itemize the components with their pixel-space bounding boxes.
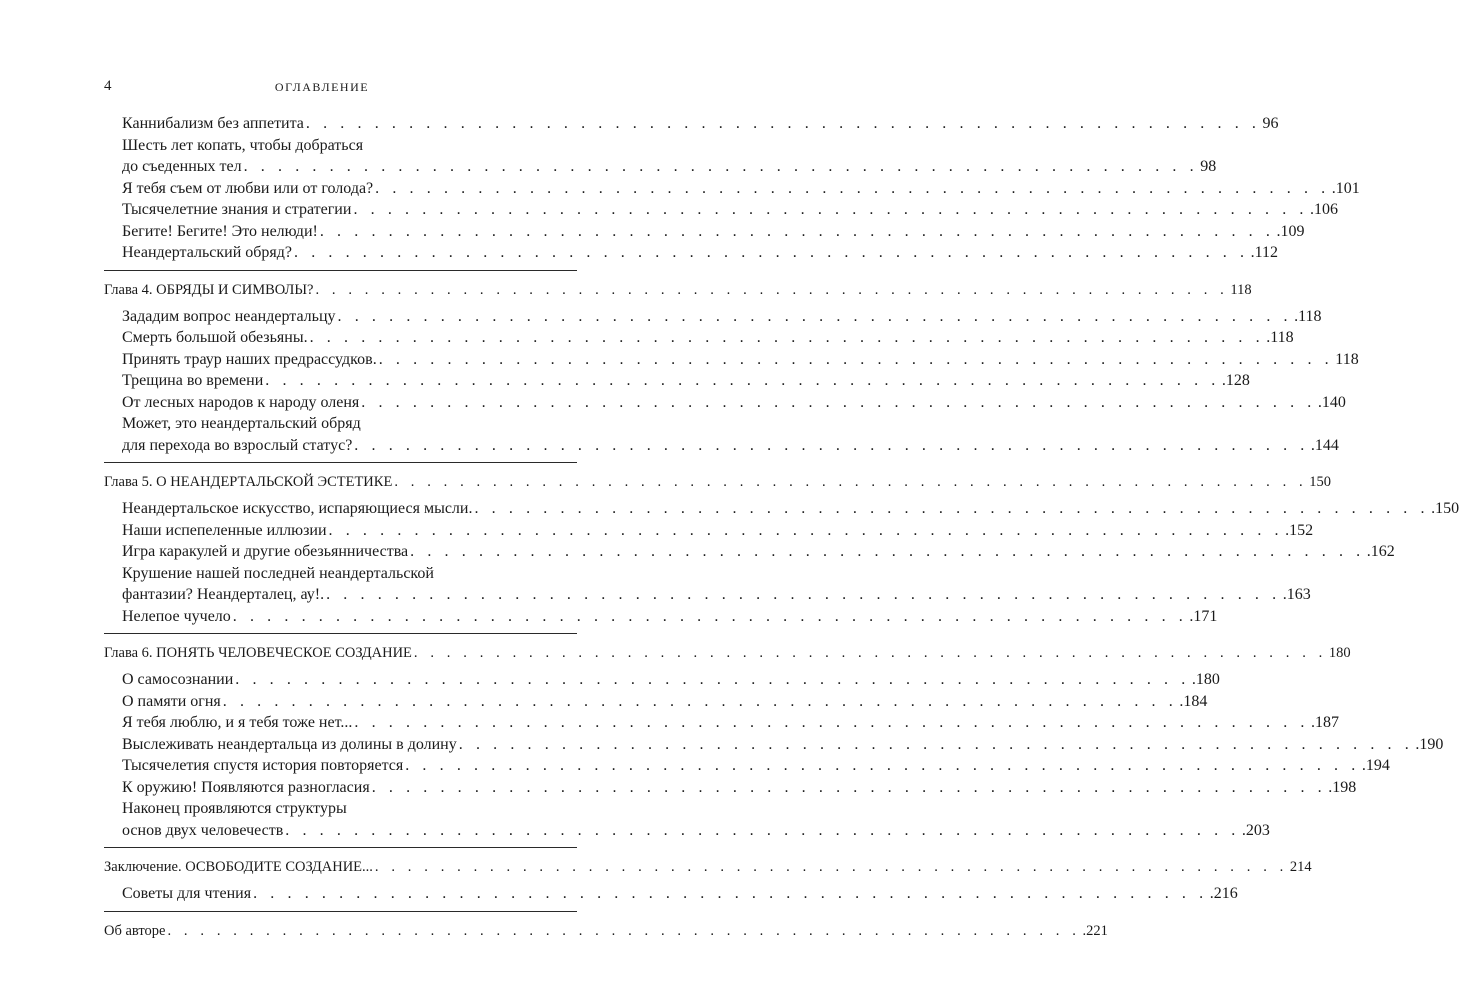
chapter-title: Заключение. ОСВОБОДИТЕ СОЗДАНИЕ... (104, 855, 375, 879)
dot-leader: . . . . . . . . . . . . . . . . . . . . . . . . . . . . . . . . . . . . . . . . . . . . . . . . . . . . . . . . (253, 885, 1208, 902)
entry-title: Нелепое чучело (122, 606, 233, 628)
entry-title: Зададим вопрос неандертальцу (122, 306, 338, 328)
entry-title: Наши испепеленные иллюзии (122, 520, 329, 542)
dot-leader: . . . . . . . . . . . . . . . . . . . . . . . . . . . . . . . . . . . . . . . . . . . . . . . . . . . . . . . . (294, 244, 1249, 261)
entry-title: Может, это неандертальский обряд (122, 413, 363, 435)
entry-title: О самосознании (122, 669, 235, 691)
page-ref: .184 (1179, 692, 1208, 710)
dot-leader: . . . . . . . . . . . . . . . . . . . . . . . . . . . . . . . . . . . . . . . . . . . . . . . . . . . . . . . . (410, 543, 1365, 560)
entry-title: От лесных народов к народу оленя (122, 392, 361, 414)
toc-section (104, 113, 1360, 271)
toc-entry (122, 349, 1359, 371)
toc-entry (122, 435, 1339, 457)
toc-chapter-entry (104, 470, 1332, 494)
toc-chapter-entry (104, 855, 1312, 879)
dot-leader: . . . . . . . . . . . . . . . . . . . . . . . . . . . . . . . . . . . . . . . . . . . . . . . . . . . . . . . . (222, 692, 1178, 710)
toc-entry (122, 135, 577, 157)
toc-entry (122, 820, 1270, 842)
dot-leader: . . . . . . . . . . . . . . . . . . . . . . . . . . . . . . . . . . . . . . . . . . . . . . . . . . . . . . . . (375, 179, 1330, 197)
page-ref: .216 (1209, 885, 1238, 902)
page-ref: .152 (1285, 521, 1314, 539)
page-ref: .180 (1191, 671, 1220, 688)
dot-leader: . . . . . . . . . . . . . . . . . . . . . . . . . . . . . . . . . . . . . . . . . . . . . . . . . . . . . . . . (285, 821, 1240, 839)
page-ref: .221 (1082, 922, 1108, 939)
entry-title: Тысячелетние знания и стратегии (122, 199, 353, 221)
toc-entry (122, 199, 1339, 221)
toc-entry (122, 498, 1459, 520)
entry-title: Советы для чтения (122, 883, 253, 905)
dot-leader: . . . . . . . . . . . . . . . . . . . . . . . . . . . . . . . . . . . . . . . . . . . . . . . . . . . . . . . . (458, 735, 1414, 753)
entry-title: О памяти огня (122, 691, 223, 713)
entry-title: Наконец проявляются структуры (122, 798, 349, 820)
page-ref: 118 (1335, 350, 1359, 368)
toc-entry (122, 113, 1279, 135)
entry-title: Я тебя люблю, и я тебя тоже нет... (122, 712, 354, 734)
entry-title: Крушение нашей последней неандертальской (122, 563, 436, 585)
page-ref: .128 (1221, 372, 1250, 389)
page-ref: .203 (1241, 821, 1270, 839)
dot-leader: . . . . . . . . . . . . . . . . . . . . . . . . . . . . . . . . . . . . . . . . . . . . . . . . . . . . . . . . (328, 521, 1284, 539)
dot-leader: . . . . . . . . . . . . . . . . . . . . . . . . . . . . . . . . . . . . . . . . . . . . . . . . . . . . . . . . (167, 922, 1081, 939)
chapter-title: Глава 6. ПОНЯТЬ ЧЕЛОВЕЧЕСКОЕ СОЗДАНИЕ (104, 641, 414, 665)
page-ref: .194 (1361, 757, 1390, 774)
toc-section (104, 919, 1108, 953)
entry-title: К оружию! Появляются разногласия (122, 777, 372, 799)
entry-title: Я тебя съем от любви или от голода? (122, 178, 375, 200)
page-ref: 150 (1309, 474, 1332, 490)
page-ref: 118 (1230, 281, 1252, 298)
entry-title: фантазии? Неандерталец, ау!. (122, 584, 326, 606)
toc-entry (122, 563, 577, 585)
page-ref: .190 (1415, 735, 1444, 753)
page-ref: .106 (1310, 201, 1339, 218)
page-ref: .109 (1276, 222, 1305, 240)
toc-section (104, 278, 1359, 464)
entry-title: Принять траур наших предрассудков. (122, 349, 379, 371)
entry-title: основ двух человечеств (122, 820, 285, 842)
dot-leader: . . . . . . . . . . . . . . . . . . . . . . . . . . . . . . . . . . . . . . . . . . . . . . . . . . . . . . . . (232, 607, 1188, 625)
toc-entry (122, 242, 1279, 264)
toc-entry (122, 606, 1218, 628)
entry-title: Бегите! Бегите! Это нелюди! (122, 221, 320, 243)
entry-title: для перехода во взрослый статус? (122, 435, 354, 457)
entry-title: Неандертальское искусство, испаряющиеся мысли. (122, 498, 474, 520)
page-ref: .144 (1310, 436, 1339, 454)
dot-leader: . . . . . . . . . . . . . . . . . . . . . . . . . . . . . . . . . . . . . . . . . . . . . . . . . . . . . . . . (354, 436, 1309, 454)
dot-leader: . . . . . . . . . . . . . . . . . . . . . . . . . . . . . . . . . . . . . . . . . . . . . . . . . . . . . . . . (371, 778, 1327, 796)
toc-entry (122, 178, 1360, 200)
toc-entry (122, 777, 1357, 799)
toc-entry (122, 883, 1238, 905)
toc-entry (122, 734, 1444, 756)
toc-entry (122, 392, 1346, 414)
toc-entry (122, 798, 577, 820)
toc-entry (122, 327, 1294, 349)
page-ref: .101 (1331, 179, 1360, 197)
toc-section (104, 855, 1312, 912)
toc-entry (122, 520, 1314, 542)
page-ref: .162 (1366, 543, 1395, 560)
page-ref: 214 (1289, 859, 1312, 875)
entry-title: до съеденных тел (122, 156, 244, 178)
toc-entry (122, 755, 1390, 777)
page-ref: 96 (1262, 115, 1279, 132)
entry-title: Неандертальский обряд? (122, 242, 294, 264)
toc-entry (122, 669, 1220, 691)
dot-leader: . . . . . . . . . . . . . . . . . . . . . . . . . . . . . . . . . . . . . . . . . . . . . . . . . . . . . . . . (326, 586, 1281, 603)
page-ref: .198 (1328, 778, 1357, 796)
toc-entry (122, 413, 577, 435)
toc-section (104, 470, 1459, 634)
page-ref: .163 (1282, 586, 1311, 603)
toc-entry (122, 370, 1250, 392)
entry-title: Выслеживать неандертальца из долины в долину (122, 734, 459, 756)
entry-title: Смерть большой обезьяны. (122, 327, 310, 349)
chapter-title: Глава 5. О НЕАНДЕРТАЛЬСКОЙ ЭСТЕТИКЕ (104, 470, 394, 494)
dot-leader: . . . . . . . . . . . . . . . . . . . . . . . . . . . . . . . . . . . . . . . . . . . . . . . . . . . . . . . . (315, 281, 1229, 298)
entry-title: Каннибализм без аппетита (122, 113, 306, 135)
dot-leader: . . . . . . . . . . . . . . . . . . . . . . . . . . . . . . . . . . . . . . . . . . . . . . . . . . . . . . . . (394, 474, 1308, 490)
toc-entry (122, 712, 1339, 734)
table-of-contents (0, 113, 1459, 960)
dot-leader: . . . . . . . . . . . . . . . . . . . . . . . . . . . . . . . . . . . . . . . . . . . . . . . . . . . . . . . . (405, 757, 1360, 774)
page-number: 4 (104, 78, 112, 94)
entry-title: Игра каракулей и другие обезьянничества (122, 541, 410, 563)
toc-entry (122, 541, 1395, 563)
dot-leader: . . . . . . . . . . . . . . . . . . . . . . . . . . . . . . . . . . . . . . . . . . . . . . . . . . . . . . . . (413, 645, 1327, 661)
entry-title: Тысячелетия спустя история повторяется (122, 755, 405, 777)
page-ref: .187 (1311, 714, 1339, 731)
toc-chapter-entry (104, 641, 1351, 665)
dot-leader: . . . . . . . . . . . . . . . . . . . . . . . . . . . . . . . . . . . . . . . . . . . . . . . . . . . . . . . . (305, 115, 1261, 132)
page-ref: .140 (1317, 393, 1346, 411)
dot-leader: . . . . . . . . . . . . . . . . . . . . . . . . . . . . . . . . . . . . . . . . . . . . . . . . . . . . . . . . (353, 201, 1309, 218)
dot-leader: . . . . . . . . . . . . . . . . . . . . . . . . . . . . . . . . . . . . . . . . . . . . . . . . . . . . . . . . (243, 158, 1199, 175)
chapter-title: Глава 4. ОБРЯДЫ И СИМВОЛЫ? (104, 278, 315, 302)
dot-leader: . . . . . . . . . . . . . . . . . . . . . . . . . . . . . . . . . . . . . . . . . . . . . . . . . . . . . . . . (378, 350, 1334, 368)
page-ref: 180 (1328, 645, 1351, 661)
dot-leader: . . . . . . . . . . . . . . . . . . . . . . . . . . . . . . . . . . . . . . . . . . . . . . . . . . . . . . . . (361, 393, 1316, 411)
dot-leader: . . . . . . . . . . . . . . . . . . . . . . . . . . . . . . . . . . . . . . . . . . . . . . . . . . . . . . . . (265, 372, 1220, 389)
page-ref: .118 (1294, 307, 1322, 325)
toc-entry (122, 221, 1305, 243)
dot-leader: . . . . . . . . . . . . . . . . . . . . . . . . . . . . . . . . . . . . . . . . . . . . . . . . . . . . . . . . (354, 714, 1309, 731)
page-ref: .112 (1250, 244, 1279, 261)
toc-entry (122, 306, 1322, 328)
dot-leader: . . . . . . . . . . . . . . . . . . . . . . . . . . . . . . . . . . . . . . . . . . . . . . . . . . . . . . . . (235, 671, 1190, 688)
dot-leader: . . . . . . . . . . . . . . . . . . . . . . . . . . . . . . . . . . . . . . . . . . . . . . . . . . . . . . . . (309, 329, 1265, 346)
dot-leader: . . . . . . . . . . . . . . . . . . . . . . . . . . . . . . . . . . . . . . . . . . . . . . . . . . . . . . . . (319, 222, 1275, 240)
dot-leader: . . . . . . . . . . . . . . . . . . . . . . . . . . . . . . . . . . . . . . . . . . . . . . . . . . . . . . . . (337, 307, 1293, 325)
page-ref: .118 (1266, 329, 1294, 346)
entry-title: Шесть лет копать, чтобы добраться (122, 135, 365, 157)
toc-entry (122, 584, 1311, 606)
running-head: ОГЛАВЛЕНИЕ (274, 80, 370, 94)
page-ref: .150 (1431, 500, 1459, 517)
toc-section (104, 641, 1444, 848)
page-ref: 98 (1200, 158, 1217, 175)
entry-title: Трещина во времени (122, 370, 265, 392)
dot-leader: . . . . . . . . . . . . . . . . . . . . . . . . . . . . . . . . . . . . . . . . . . . . . . . . . . . . . . . . (374, 859, 1288, 875)
chapter-title: Об авторе (104, 919, 167, 943)
dot-leader: . . . . . . . . . . . . . . . . . . . . . . . . . . . . . . . . . . . . . . . . . . . . . . . . . . . . . . . . (474, 500, 1430, 517)
toc-chapter-entry (104, 919, 1108, 943)
toc-entry (122, 156, 1217, 178)
toc-entry (122, 691, 1208, 713)
toc-chapter-entry (104, 278, 1252, 302)
page-ref: .171 (1189, 607, 1218, 625)
